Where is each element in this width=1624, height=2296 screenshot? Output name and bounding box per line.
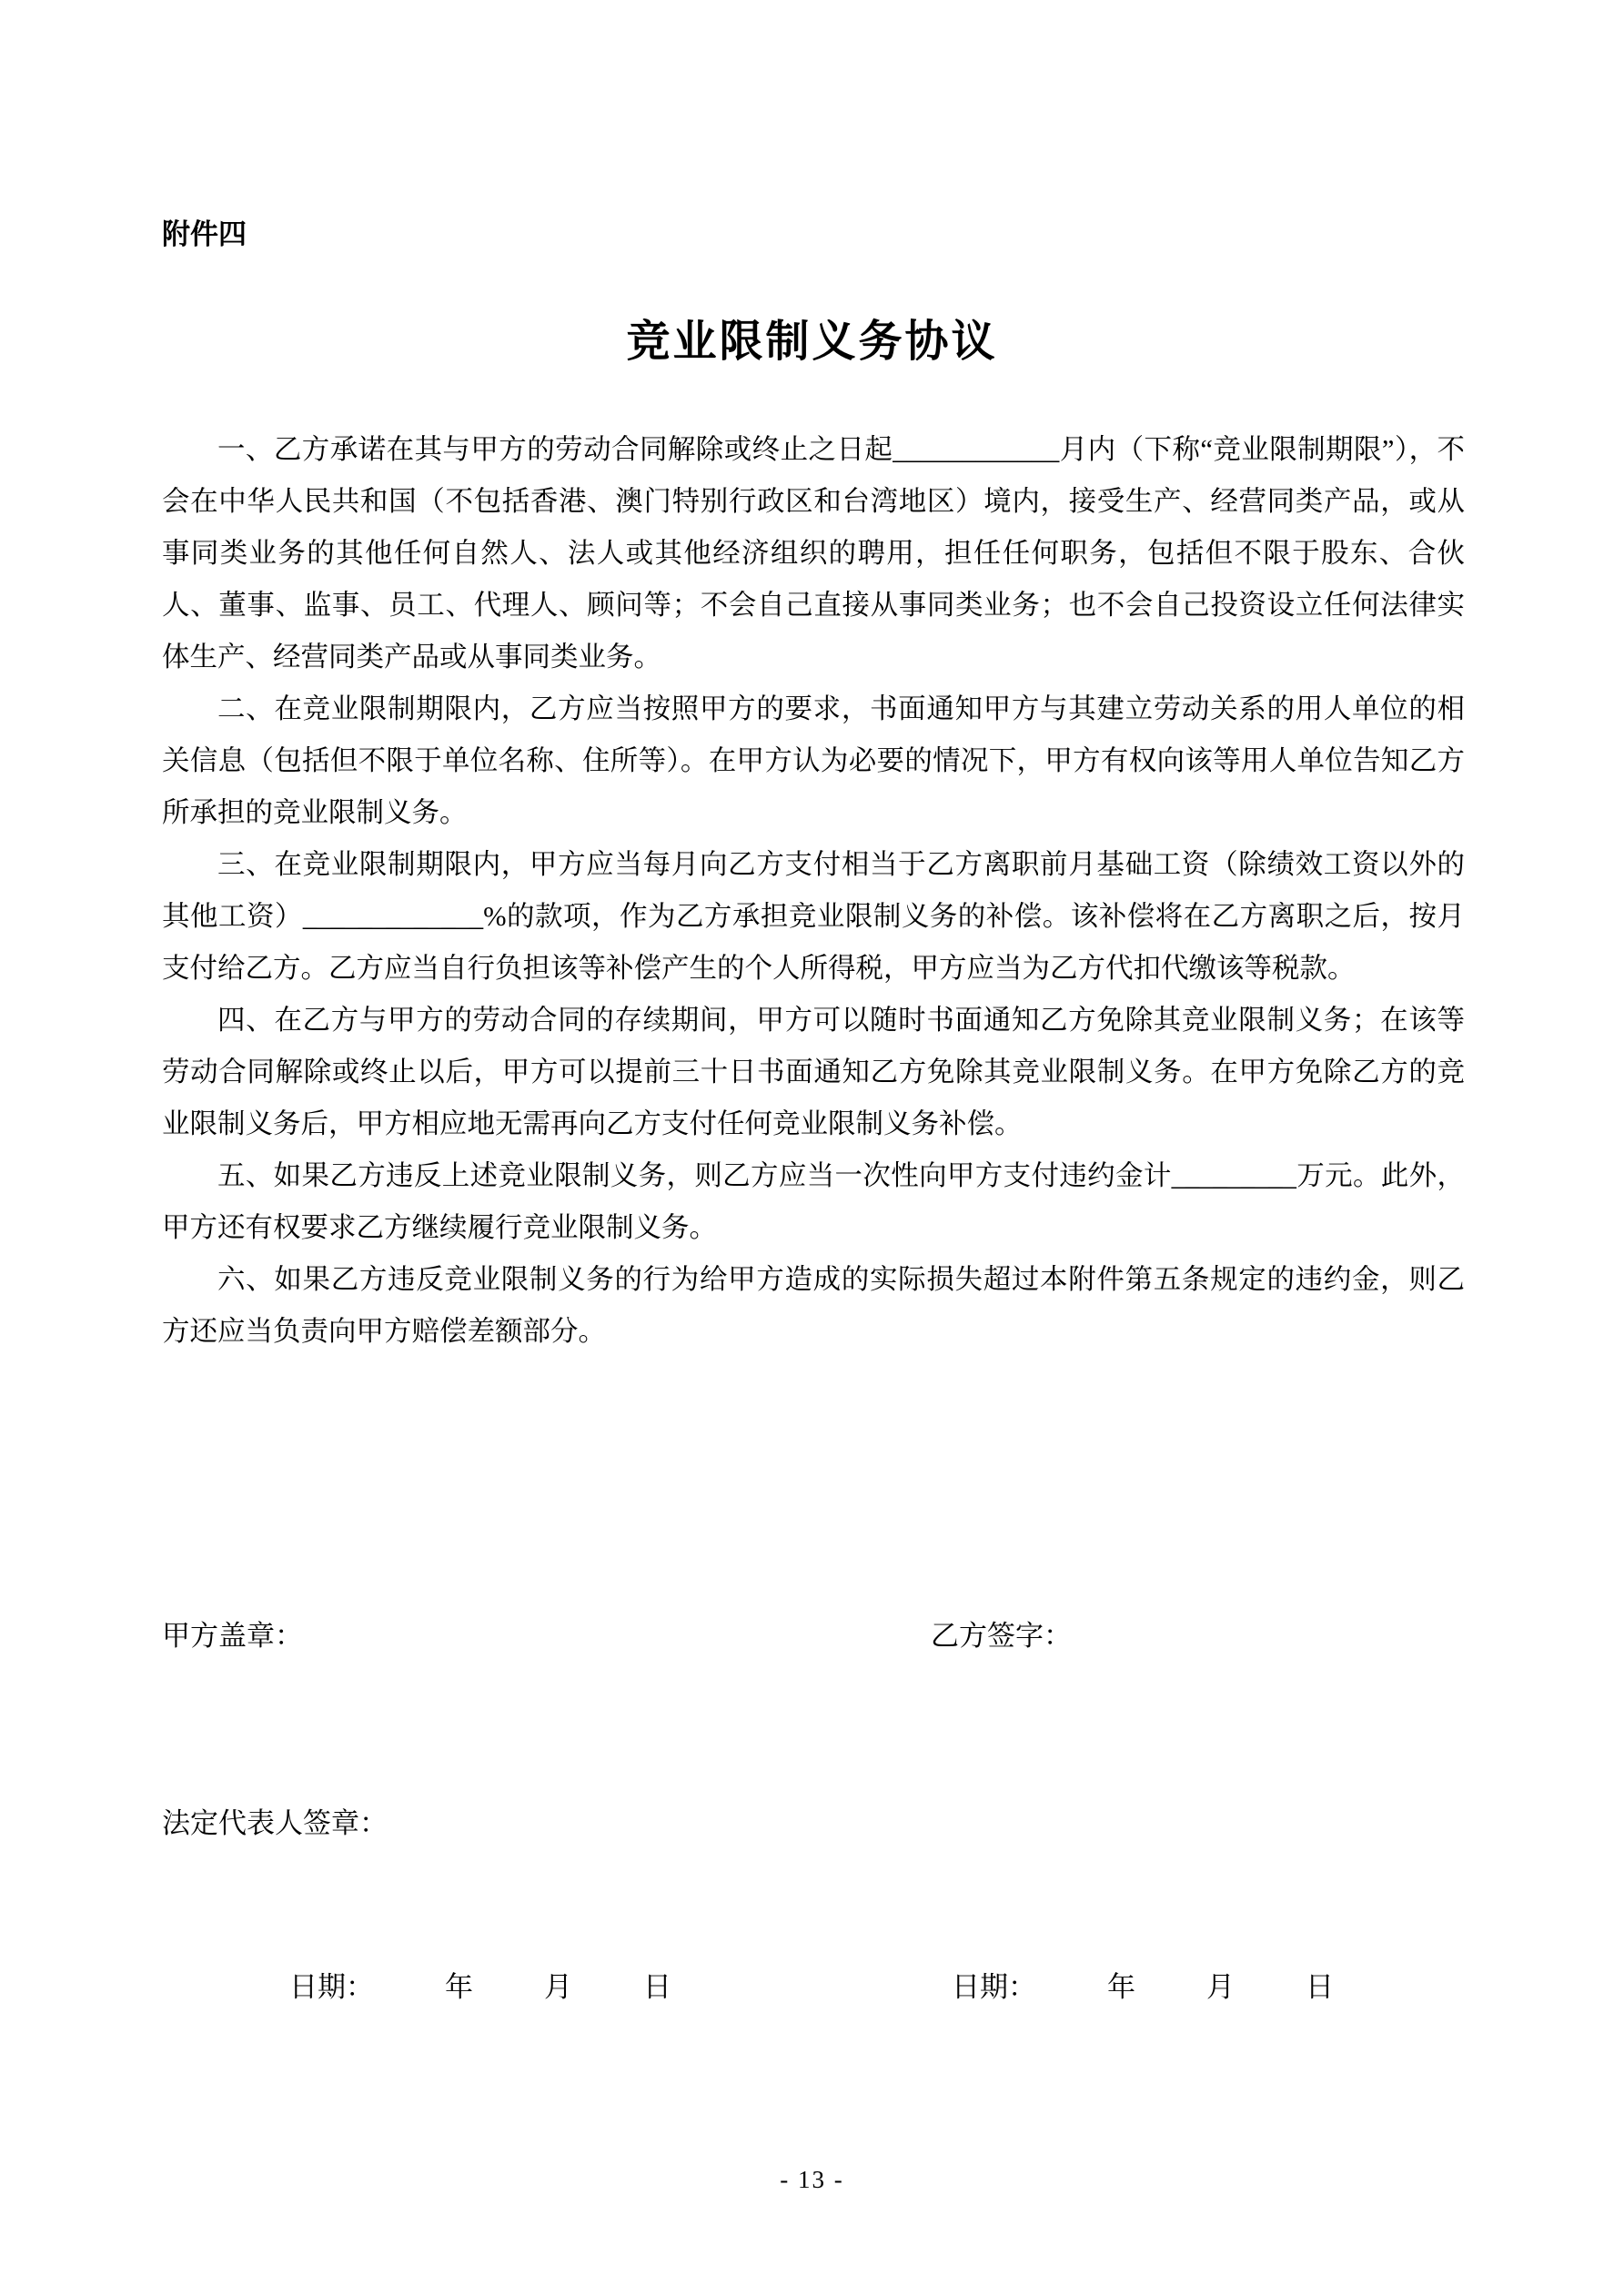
body-paragraph-4: 四、在乙方与甲方的劳动合同的存续期间，甲方可以随时书面通知乙方免除其竞业限制义务；在该等劳动合同解除或终止以后，甲方可以提前三十日书面通知乙方免除其竞业限制义务。在甲方免除乙方的竞业限制义务后，甲方相应地无需再向乙方支付任何竞业限制义务补偿。 (162, 1005, 1465, 1139)
date-label: 日期： (952, 1971, 1036, 2003)
body-paragraph-5: 五、如果乙方违反上述竞业限制义务，则乙方应当一次性向甲方支付违约金计_________万元。此外，甲方还有权要求乙方继续履行竞业限制义务。 (162, 1160, 1465, 1243)
party-b-signature-label: 乙方签字： (931, 1620, 1072, 1652)
day-label: 日 (643, 1971, 671, 2003)
attachment-label: 附件四 (162, 218, 247, 250)
party-a-date-group (289, 1964, 671, 2005)
page-number: - 13 - (780, 2166, 844, 2193)
body-paragraph-2: 二、在竞业限制期限内，乙方应当按照甲方的要求，书面通知甲方与其建立劳动关系的用人单位的相关信息（包括但不限于单位名称、住所等）。在甲方认为必要的情况下，甲方有权向该等用人单位告知乙方所承担的竞业限制义务。 (162, 693, 1465, 828)
year-label: 年 (1107, 1971, 1135, 2003)
day-label: 日 (1306, 1971, 1334, 2003)
date-label: 日期： (289, 1971, 374, 2003)
legal-rep-seal-label: 法定代表人签章： (162, 1807, 388, 1839)
party-a-seal-label: 甲方盖章： (162, 1620, 303, 1652)
body-paragraph-1: 一、乙方承诺在其与甲方的劳动合同解除或终止之日起____________月内（下称“竞业限制期限”），不会在中华人民共和国（不包括香港、澳门特别行政区和台湾地区）境内，接受生产、经营同类产品，或从事同类业务的其他任何自然人、法人或其他经济组织的聘用，担任任何职务，包括但不限于股东、合伙人、董事、监事、员工、代理人、顾问等；不会自己直接从事同类业务；也不会自己投资设立任何法律实体生产、经营同类产品或从事同类业务。 (162, 434, 1465, 673)
month-label: 月 (544, 1971, 572, 2003)
body-paragraph-6: 六、如果乙方违反竞业限制义务的行为给甲方造成的实际损失超过本附件第五条规定的违约金，则乙方还应当负责向甲方赔偿差额部分。 (162, 1264, 1465, 1347)
document-body (162, 424, 1465, 1358)
signature-row (162, 1613, 1465, 1653)
party-b-date-group (952, 1964, 1334, 2005)
month-label: 月 (1206, 1971, 1235, 2003)
year-label: 年 (445, 1971, 473, 2003)
document-title: 竞业限制义务协议 (626, 318, 998, 366)
date-row (162, 1964, 1465, 2004)
body-paragraph-3: 三、在竞业限制期限内，甲方应当每月向乙方支付相当于乙方离职前月基础工资（除绩效工资以外的其他工资）_____________%的款项，作为乙方承担竞业限制义务的补偿。该补偿将在乙方离职之后，按月支付给乙方。乙方应当自行负担该等补偿产生的个人所得税，甲方应当为乙方代扣代缴该等税款。 (162, 849, 1465, 984)
